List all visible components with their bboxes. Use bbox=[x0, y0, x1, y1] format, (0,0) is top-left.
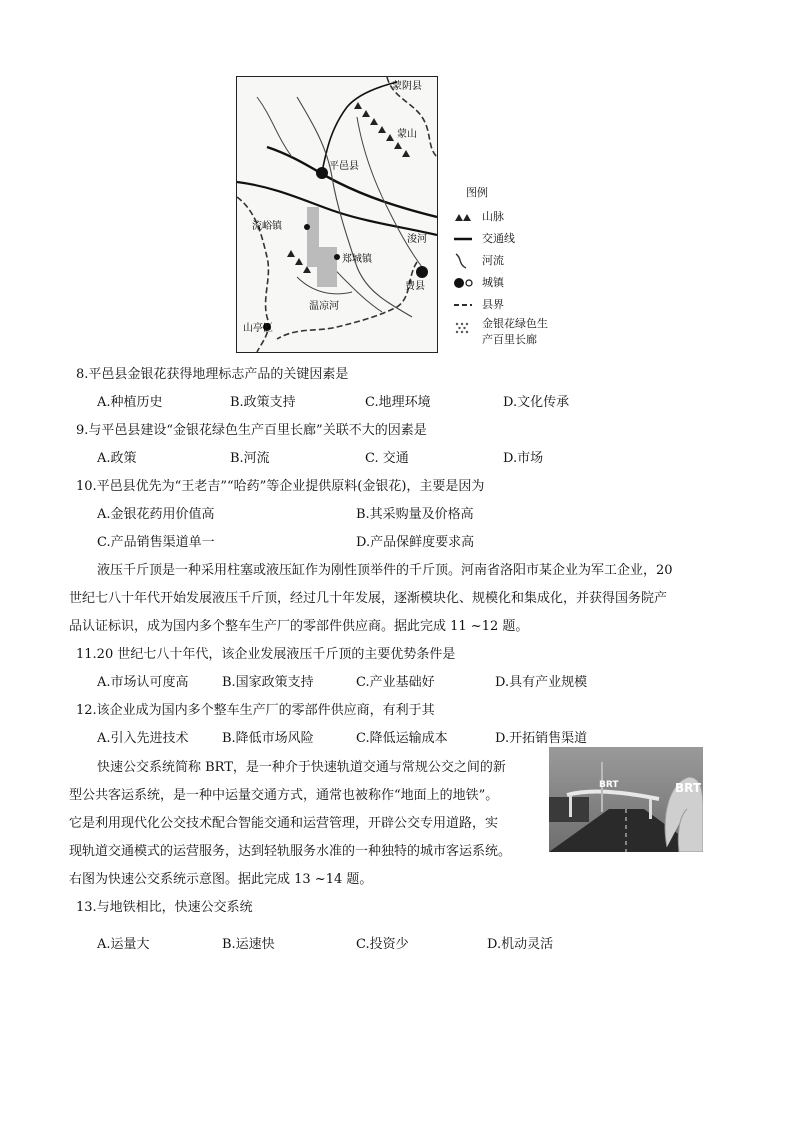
town-dot-w bbox=[304, 224, 310, 230]
question-13-option-b[interactable]: B.运速快 bbox=[222, 937, 275, 952]
question-9-option-a[interactable]: A.政策 bbox=[97, 451, 137, 466]
legend-label-line2: 产百里长廊 bbox=[482, 333, 537, 346]
legend-item bbox=[452, 228, 582, 250]
map-label-town-w: 流峪镇 bbox=[252, 221, 282, 232]
brt-sign-large: BRT bbox=[675, 781, 702, 795]
legend-item bbox=[452, 206, 582, 228]
corridor-area bbox=[307, 207, 337, 287]
brt-photo bbox=[549, 747, 703, 852]
question-8-option-a[interactable]: A.种植历史 bbox=[97, 395, 163, 410]
question-9-option-c[interactable]: C. 交通 bbox=[365, 451, 409, 466]
town-dot-mid bbox=[334, 254, 340, 260]
legend-item bbox=[452, 316, 582, 352]
passage-2-line-1: 快速公交系统简称 BRT，是一种介于快速轨道交通与常规公交之间的新 bbox=[97, 760, 506, 775]
map-label-county-sw: 山亭区 bbox=[243, 323, 273, 334]
legend-label: 城镇 bbox=[482, 276, 504, 289]
legend-title: 图例 bbox=[466, 186, 488, 199]
legend-label: 交通线 bbox=[482, 232, 515, 245]
passage-2-line-3: 它是利用现代化公交技术配合智能交通和运营管理，开辟公交专用道路，实 bbox=[69, 816, 499, 831]
question-8-option-d[interactable]: D.文化传承 bbox=[503, 395, 570, 410]
question-11-stem: 11.20 世纪七八十年代，该企业发展液压千斤顶的主要优势条件是 bbox=[76, 647, 456, 662]
map-label-county-ne: 蒙阴县 bbox=[392, 81, 422, 92]
question-9-option-b[interactable]: B.河流 bbox=[230, 451, 270, 466]
river-icon bbox=[452, 250, 474, 272]
road-icon bbox=[452, 228, 474, 250]
question-10-option-d[interactable]: D.产品保鲜度要求高 bbox=[356, 535, 475, 550]
question-12-stem: 12.该企业成为国内多个整车生产厂的零部件供应商，有利于其 bbox=[76, 703, 435, 718]
passage-2-line-4: 现轨道交通模式的运营服务，达到轻轨服务水准的一种独特的城市客运系统。 bbox=[69, 844, 512, 859]
passage-1-line-3: 品认证标识，成为国内多个整车生产厂的零部件供应商。据此完成 11 ~12 题。 bbox=[69, 619, 529, 634]
question-10-option-c[interactable]: C.产品销售渠道单一 bbox=[97, 535, 215, 550]
legend-item bbox=[452, 272, 582, 294]
legend-label bbox=[482, 316, 548, 348]
question-11-option-b[interactable]: B.国家政策支持 bbox=[222, 675, 314, 690]
question-10-stem: 10.平邑县优先为“王老吉”“哈药”等企业提供原料(金银花)，主要是因为 bbox=[76, 479, 485, 494]
border-icon bbox=[452, 294, 474, 316]
map-label-town-se: 费县 bbox=[405, 281, 425, 292]
question-8-option-c[interactable]: C.地理环境 bbox=[365, 395, 431, 410]
county-border-s bbox=[277, 262, 417, 339]
town-icon bbox=[452, 272, 474, 294]
question-12-option-c[interactable]: C.降低运输成本 bbox=[356, 731, 448, 746]
map-figure bbox=[236, 76, 438, 353]
corridor-icon bbox=[452, 316, 474, 338]
legend-label: 河流 bbox=[482, 254, 504, 267]
passage-2-line-5: 右图为快速公交系统示意图。据此完成 13 ~14 题。 bbox=[69, 872, 373, 887]
question-13-stem: 13.与地铁相比，快速公交系统 bbox=[76, 900, 253, 915]
river-branch-nw bbox=[257, 97, 292, 157]
road-north bbox=[322, 82, 397, 172]
question-12-option-b[interactable]: B.降低市场风险 bbox=[222, 731, 314, 746]
map-label-river-tag: 浚河 bbox=[407, 234, 427, 245]
legend-item bbox=[452, 294, 582, 316]
passage-2-line-2: 型公共客运系统，是一种中运量交通方式，通常也被称作“地面上的地铁”。 bbox=[69, 788, 499, 803]
legend-label: 县界 bbox=[482, 298, 504, 311]
mountain-icon bbox=[452, 206, 474, 228]
town-dot-center bbox=[316, 167, 328, 179]
legend-title-row bbox=[452, 182, 582, 206]
question-8-stem: 8.平邑县金银花获得地理标志产品的关键因素是 bbox=[76, 367, 349, 382]
map-legend bbox=[452, 182, 582, 352]
map-label-mountain: 蒙山 bbox=[397, 129, 417, 140]
question-13-option-d[interactable]: D.机动灵活 bbox=[487, 937, 554, 952]
map-drawing bbox=[237, 77, 437, 352]
road-main bbox=[267, 147, 437, 217]
question-13-option-c[interactable]: C.投资少 bbox=[356, 937, 409, 952]
question-10-option-b[interactable]: B.其采购量及价格高 bbox=[356, 507, 474, 522]
legend-label: 山脉 bbox=[482, 210, 504, 223]
question-8-option-b[interactable]: B.政策支持 bbox=[230, 395, 296, 410]
map-label-town-mid: 郑城镇 bbox=[342, 254, 372, 265]
legend-item bbox=[452, 250, 582, 272]
passage-1-line-2: 世纪七八十年代开始发展液压千斤顶，经过几十年发展，逐渐模块化、规模化和集成化，并获得国务院产 bbox=[69, 591, 668, 606]
question-11-option-a[interactable]: A.市场认可度高 bbox=[97, 675, 189, 690]
question-12-option-a[interactable]: A.引入先进技术 bbox=[97, 731, 189, 746]
question-9-option-d[interactable]: D.市场 bbox=[503, 451, 544, 466]
question-10-option-a[interactable]: A.金银花药用价值高 bbox=[97, 507, 215, 522]
passage-1-line-1: 液压千斤顶是一种采用柱塞或液压缸作为刚性顶举件的千斤顶。河南省洛阳市某企业为军工企业，20 bbox=[97, 563, 673, 578]
question-12-option-d[interactable]: D.开拓销售渠道 bbox=[495, 731, 588, 746]
brt-photo-drawing bbox=[549, 747, 703, 852]
question-11-option-d[interactable]: D.具有产业规模 bbox=[495, 675, 588, 690]
question-9-stem: 9.与平邑县建设“金银花绿色生产百里长廊”关联不大的因素是 bbox=[76, 423, 427, 438]
map-label-river-s: 温凉河 bbox=[309, 301, 339, 312]
legend-label-line1: 金银花绿色生 bbox=[482, 317, 548, 330]
brt-sign-small: BRT bbox=[599, 780, 619, 790]
town-dot-se bbox=[416, 266, 428, 278]
question-13-option-a[interactable]: A.运量大 bbox=[97, 937, 150, 952]
map-label-town-center: 平邑县 bbox=[329, 161, 359, 172]
question-11-option-c[interactable]: C.产业基础好 bbox=[356, 675, 435, 690]
